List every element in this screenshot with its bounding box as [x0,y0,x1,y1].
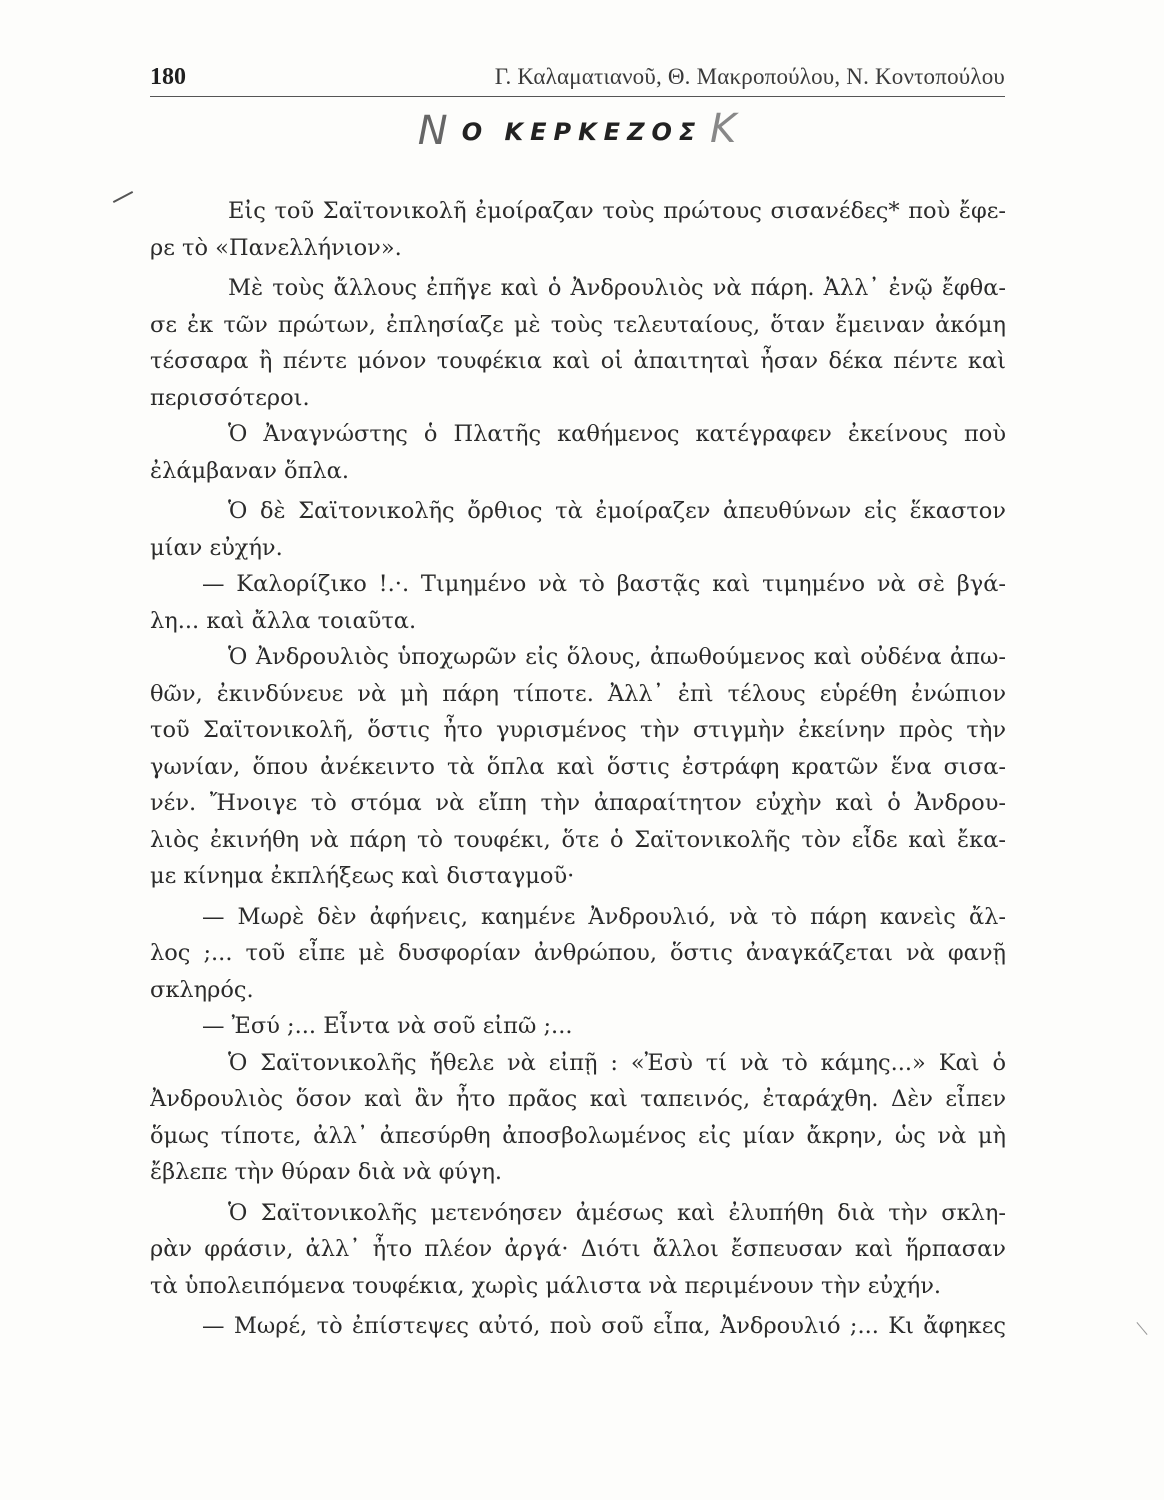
text-line: — Ἐσύ ;... Εἶντα νὰ σοῦ εἰπῶ ;... [202,1013,573,1039]
text-line: — Μωρὲ δὲν ἀφήνεις, καημένε Ἀνδρουλιό, νὰ τὸ πάρη κανεὶς ἄλ- [202,903,1006,930]
text-line: μίαν εὐχήν. [150,534,283,561]
text-line: ρὰν φράσιν, ἀλλ᾽ ἦτο πλέον ἀργά· Διότι ἄλλοι ἔσπευσαν καὶ ἥρπασαν [150,1236,1006,1262]
pencil-mark [113,191,133,203]
text-line: λος ;... τοῦ εἶπε μὲ δυσφορίαν ἀνθρώπου, ὅστις ἀναγκάζεται νὰ φανῇ [150,940,1006,966]
text-line: τὰ ὑπολειπόμενα τουφέκια, χωρὶς μάλιστα νὰ περιμένουν τὴν εὐχήν. [150,1272,942,1299]
text-line: Μὲ τοὺς ἄλλους ἐπῆγε καὶ ὁ Ἀνδρουλιὸς νὰ πάρη. Ἀλλ᾽ ἐνῷ ἔφθα- [228,275,1006,301]
story-body [150,193,1006,1345]
header-rule [150,96,1005,97]
text-line: θῶν, ἐκινδύνευε νὰ μὴ πάρη τίποτε. Ἀλλ᾽ ἐπὶ τέλους εὑρέθη ἐνώπιον [150,680,1006,707]
text-line: Ὁ Ἀναγνώστης ὁ Πλατῆς καθήμενος κατέγραφεν ἐκείνους ποὺ [228,421,1006,447]
text-line: περισσότεροι. [150,384,310,411]
text-line: ὅμως τίποτε, ἀλλ᾽ ἀπεσύρθη ἀποσβολωμένος εἰς μίαν ἄκρην, ὡς νὰ μὴ [150,1122,1006,1149]
text-line: ρε τὸ «Πανελλήνιον». [150,234,402,261]
text-line: — Καλορίζικο !.·. Τιμημένο νὰ τὸ βαστᾷς καὶ τιμημένο νὰ σὲ βγά- [202,571,1006,597]
text-line: λη... καὶ ἄλλα τοιαῦτα. [150,607,417,634]
story-title [417,106,737,154]
running-head [150,60,1005,100]
text-line: Ἀνδρουλιὸς ὅσον καὶ ἂν ἦτο πρᾶος καὶ ταπεινός, ἐταράχθη. Δὲν εἶπεν [150,1086,1006,1112]
story-title-text: Ο ΚΕΡΚΕΖΟΣ [461,118,703,146]
text-line: γωνίαν, ὅπου ἀνέκειντο τὰ ὅπλα καὶ ὅστις ἐστράφη κρατῶν ἕνα σισα- [150,753,1006,780]
text-line: ἐλάμβαναν ὅπλα. [150,457,349,484]
text-line: με κίνημα ἐκπλήξεως καὶ δισταγμοῦ· [150,863,575,889]
text-line: Ὁ Ἀνδρουλιὸς ὑποχωρῶν εἰς ὅλους, ἀπωθούμενος καὶ οὐδένα ἀπω- [228,644,1006,670]
running-head-authors: Γ. Καλαματιανοῦ, Θ. Μακροπούλου, Ν. Κοντοπούλου [494,64,1005,89]
page-number: 180 [150,64,186,90]
text-line: Ὁ Σαϊτονικολῆς ἤθελε νὰ εἰπῇ : «Ἐσὺ τί νὰ τὸ κάμης...» Καὶ ὁ [228,1049,1006,1076]
handwritten-annotation-right: Κ [710,106,737,152]
title-block [0,106,1164,154]
text-line: Ὁ δὲ Σαϊτονικολῆς ὄρθιος τὰ ἐμοίραζεν ἀπευθύνων εἰς ἕκαστον [228,498,1006,524]
text-line: — Μωρέ, τὸ ἐπίστεψες αὐτό, ποὺ σοῦ εἶπα, Ἀνδρουλιό ;... Κι ἄφηκες [202,1313,1006,1339]
text-line: σε ἐκ τῶν πρώτων, ἐπλησίαζε μὲ τοὺς τελευταίους, ὅταν ἔμειναν ἀκόμη [150,311,1006,338]
text-line: νέν. Ἤνοιγε τὸ στόμα νὰ εἴπη τὴν ἀπαραίτητον εὐχὴν καὶ ὁ Ἀνδρου- [150,790,1006,816]
text-line: τέσσαρα ἢ πέντε μόνον τουφέκια καὶ οἱ ἀπαιτηταὶ ἦσαν δέκα πέντε καὶ [150,348,1006,374]
text-line: ἔβλεπε τὴν θύραν διὰ νὰ φύγη. [150,1159,503,1185]
text-line: τοῦ Σαϊτονικολῆ, ὅστις ἦτο γυρισμένος τὴν στιγμὴν ἐκείνην πρὸς τὴν [150,717,1006,743]
text-line: Εἰς τοῦ Σαϊτονικολῆ ἐμοίραζαν τοὺς πρώτους σισανέδες* ποὺ ἔφε- [228,198,1006,224]
text-line: σκληρός. [150,976,254,1003]
text-line: Ὁ Σαϊτονικολῆς μετενόησεν ἀμέσως καὶ ἐλυπήθη διὰ τὴν σκλη- [228,1199,1006,1226]
pencil-mark [1136,1322,1147,1335]
text-line: λιὸς ἐκινήθη νὰ πάρη τὸ τουφέκι, ὅτε ὁ Σαϊτονικολῆς τὸν εἶδε καὶ ἔκα- [150,826,1006,853]
handwritten-annotation-left: Ν [417,108,448,154]
